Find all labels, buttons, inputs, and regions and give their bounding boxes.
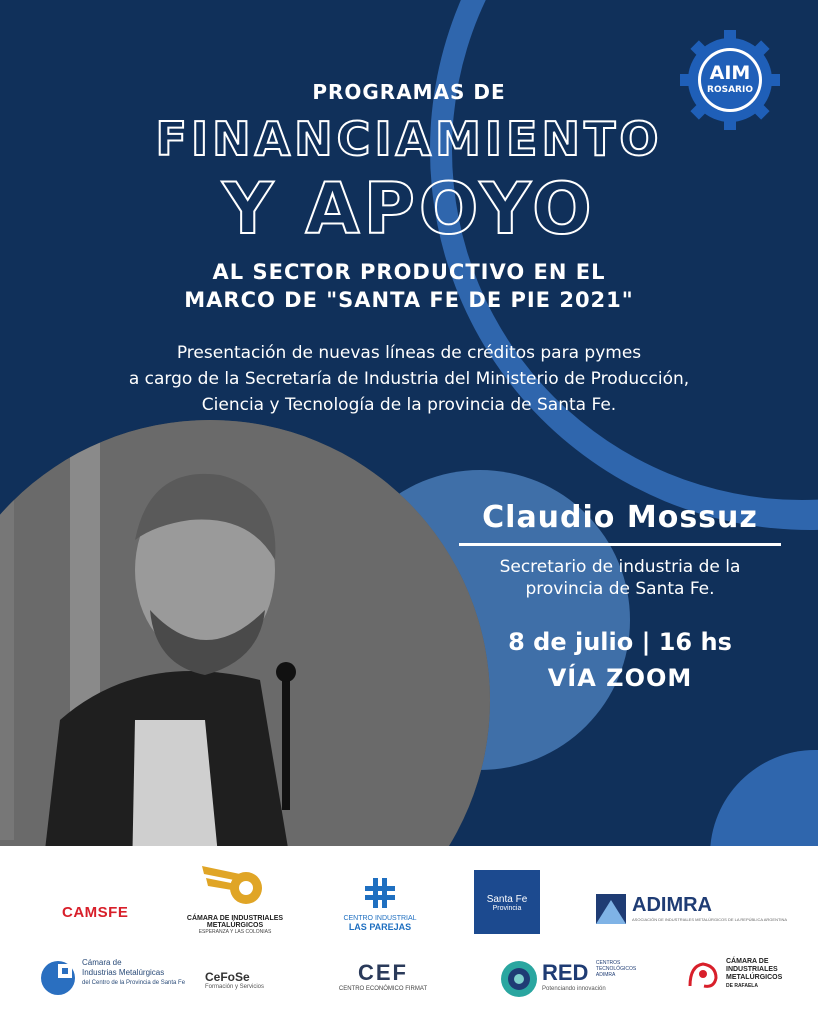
- cilp-line-2: LAS PAREJAS: [348, 922, 412, 932]
- hash-gear-icon: [363, 876, 397, 910]
- red-title: RED: [542, 960, 589, 985]
- description-line-1: Presentación de nuevas líneas de créditos para pymes: [176, 343, 642, 363]
- speaker-divider: [459, 543, 781, 546]
- speaker-photo: [0, 420, 490, 846]
- title-line-2: Y APOYO: [222, 168, 596, 250]
- winged-gear-icon: [200, 860, 270, 910]
- cilp-line-1: CENTRO INDUSTRIAL: [343, 915, 417, 922]
- cimcp-mark-icon: [40, 960, 76, 996]
- description-line-2: a cargo de la Secretaría de Industria del Ministerio de Producción,: [128, 369, 690, 389]
- sponsor-bar: [0, 846, 818, 1024]
- description-line-3: Ciencia y Tecnología de la provincia de Santa Fe.: [201, 395, 617, 415]
- red-small-2: TECNOLÓGICOS: [595, 966, 637, 972]
- event-date: 8 de julio | 16 hs: [508, 628, 732, 656]
- decorative-circle-small: [710, 750, 818, 846]
- red-small-3: ADIMRA: [595, 972, 616, 978]
- sector-line-2: MARCO DE "SANTA FE DE PIE 2021": [184, 288, 634, 312]
- cim-subtitle: ESPERANZA Y LAS COLONIAS: [198, 929, 272, 935]
- cimcp-line-3: del Centro de la Provincia de Santa Fe: [82, 980, 186, 986]
- sector-subtitle: [0, 258, 818, 314]
- red-subtitle: Potenciando innovación: [542, 986, 606, 992]
- event-mode: VÍA ZOOM: [547, 664, 693, 692]
- cefose-subtitle: Formación y Servicios: [205, 984, 265, 990]
- cimcp-logo: [40, 958, 185, 988]
- cefose-title: CeFoSe: [205, 970, 250, 984]
- cef-title: CEF: [358, 960, 408, 985]
- header-kicker: PROGRAMAS DE: [312, 80, 506, 104]
- event-description: [0, 340, 818, 418]
- cimr-line-1: CÁMARA DE: [726, 958, 769, 965]
- aim-logo-text: AIM: [709, 62, 751, 84]
- cimr-line-2: INDUSTRIALES: [726, 966, 778, 973]
- aim-logo-subtext: ROSARIO: [707, 85, 753, 95]
- camsfe-logo: CAMSFE: [62, 904, 129, 921]
- red-centros-logo: [500, 960, 636, 992]
- cimr-line-4: DE RAFAELA: [726, 983, 758, 989]
- cimcp-line-1: Cámara de: [82, 958, 122, 967]
- cimr-line-3: METALÚRGICOS: [726, 974, 783, 981]
- speaker-name: Claudio Mossuz: [482, 500, 758, 535]
- cef-logo: [318, 960, 448, 992]
- santa-fe-logo: [474, 870, 540, 934]
- sector-line-1: AL SECTOR PRODUCTIVO EN EL: [212, 260, 606, 284]
- cilp-logo: [340, 876, 420, 932]
- speaker-info: [450, 500, 790, 692]
- adimra-subtitle: ASOCIACIÓN DE INDUSTRIALES METALÚRGICOS DE LA REPÚBLICA ARGENTINA: [632, 917, 788, 922]
- cimr-logo: [686, 958, 782, 990]
- santa-fe-line-1: Santa Fe: [486, 894, 528, 905]
- red-globe-icon: [500, 960, 538, 998]
- cim-esperanza-logo: [175, 860, 295, 935]
- adimra-title: ADIMRA: [632, 894, 712, 916]
- santa-fe-line-2: Provincia: [492, 905, 522, 912]
- red-small-1: CENTROS: [595, 960, 621, 966]
- cef-subtitle: CENTRO ECONÓMICO FIRMAT: [338, 986, 428, 992]
- cimr-mark-icon: [686, 958, 720, 992]
- title-line-1: FINANCIAMIENTO: [155, 112, 663, 166]
- cim-title: CÁMARA DE INDUSTRIALES METALÚRGICOS: [186, 915, 284, 929]
- cefose-logo: [205, 970, 264, 990]
- cimcp-line-2: Industrias Metalúrgicas: [82, 968, 165, 977]
- adimra-mark-icon: [596, 894, 626, 924]
- speaker-role-line-2: provincia de Santa Fe.: [525, 579, 715, 599]
- speaker-role-line-1: Secretario de industria de la: [499, 557, 741, 577]
- adimra-logo: [596, 894, 787, 922]
- aim-rosario-logo: [680, 30, 780, 130]
